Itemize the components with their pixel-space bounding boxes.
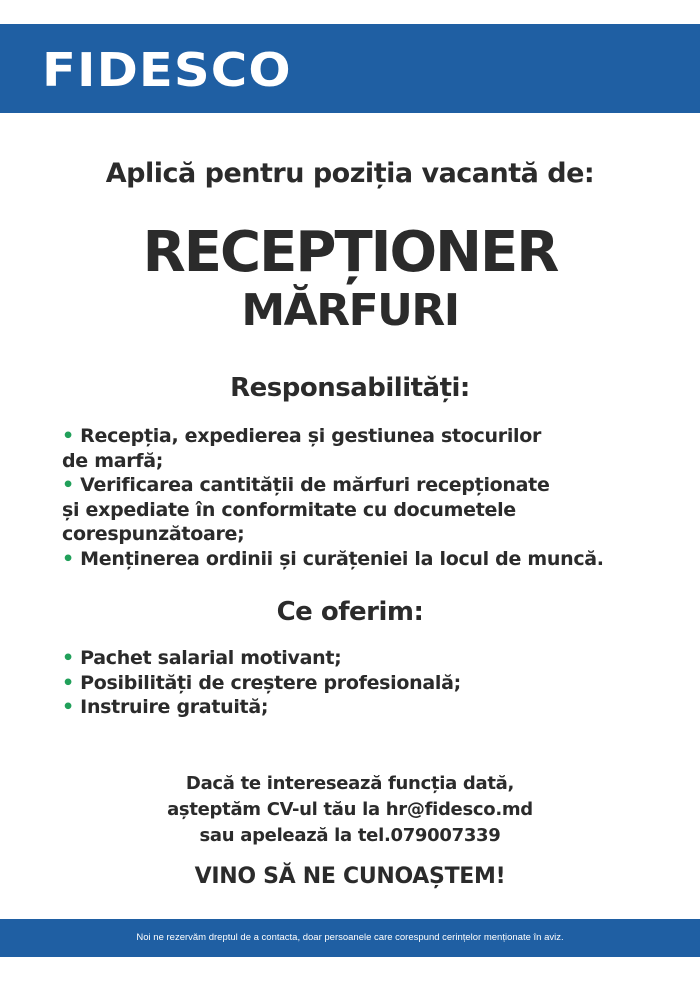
- bullet-icon: •: [62, 474, 81, 496]
- contact-line-1: Dacă te interesează funcția dată,: [185, 773, 515, 794]
- bullet-icon: •: [62, 647, 81, 669]
- bullet-icon: •: [62, 547, 81, 570]
- list-item-text: și expediate în conformitate cu documetele: [62, 498, 516, 521]
- list-item-text: de marfă;: [62, 449, 164, 472]
- list-item: [62, 424, 662, 473]
- list-item-text: Posibilități de creștere profesională;: [80, 671, 461, 694]
- list-item: [62, 695, 662, 720]
- contact-info: [0, 771, 700, 849]
- list-item-line: [62, 671, 662, 696]
- list-item-line: [62, 473, 662, 498]
- list-item-line: [62, 522, 662, 547]
- apply-line: Aplică pentru poziția vacantă de:: [105, 158, 595, 189]
- contact-line-2: așteptăm CV-ul tău la hr@fidesco.md: [167, 799, 533, 820]
- list-item-line: [62, 424, 662, 449]
- list-item: [62, 671, 662, 696]
- list-item-line: [62, 695, 662, 720]
- list-item-text: Pachet salarial motivant;: [80, 647, 342, 669]
- contact-line-3: sau apelează la tel.079007339: [199, 825, 501, 846]
- job-title-line1: RECEPȚIONER: [142, 220, 558, 285]
- list-item-line: [62, 449, 662, 474]
- header-bar: [0, 24, 700, 113]
- call-to-action: VINO SĂ NE CUNOAȘTEM!: [194, 864, 506, 889]
- fidesco-logo: FIDESCO: [42, 43, 292, 97]
- list-item: [62, 547, 662, 572]
- list-item-text: Menținerea ordinii și curățeniei la locul de muncă.: [80, 547, 604, 570]
- bullet-icon: •: [62, 696, 81, 718]
- list-item-line: [62, 498, 662, 523]
- list-item: [62, 646, 662, 671]
- footer-disclaimer: Noi ne rezervăm dreptul de a contacta, doar persoanele care corespund cerințelor menționate în aviz.: [136, 932, 564, 943]
- bullet-icon: •: [62, 425, 81, 447]
- footer-bar: [0, 919, 700, 957]
- responsibilities-heading: Responsabilități:: [230, 373, 470, 403]
- job-title-line2: MĂRFURI: [241, 285, 459, 336]
- bullet-icon: •: [62, 671, 81, 694]
- list-item: [62, 473, 662, 547]
- list-item-text: Instruire gratuită;: [80, 696, 269, 718]
- list-item-line: [62, 547, 662, 572]
- responsibilities-list: [62, 424, 662, 571]
- list-item-text: corespunzătoare;: [62, 523, 245, 545]
- list-item-text: Recepția, expedierea și gestiunea stocurilor: [80, 425, 542, 447]
- list-item-line: [62, 646, 662, 671]
- offer-list: [62, 646, 662, 720]
- offer-heading: Ce oferim:: [276, 597, 424, 627]
- list-item-text: Verificarea cantității de mărfuri recepționate: [80, 474, 550, 496]
